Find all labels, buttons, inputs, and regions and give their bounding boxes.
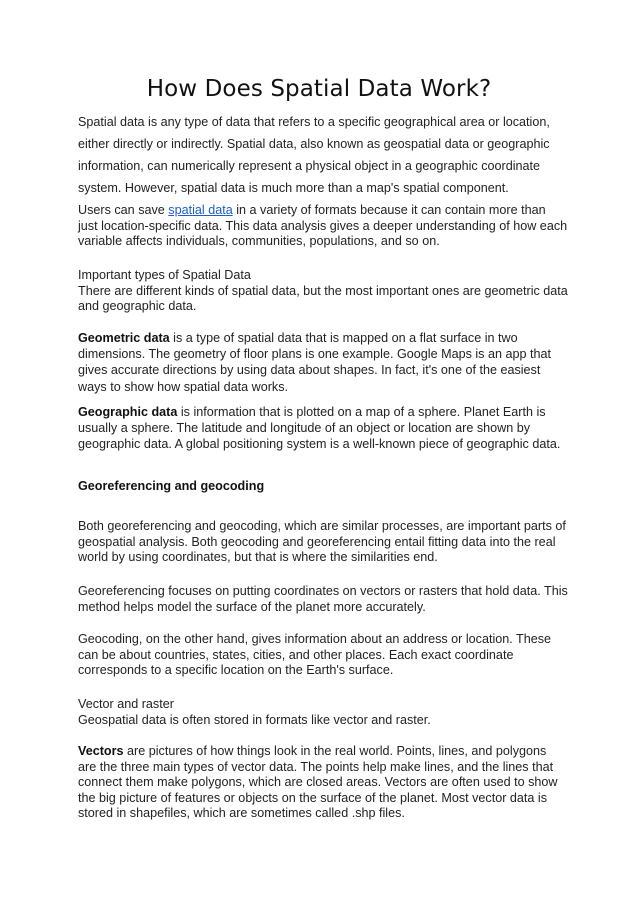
page-title: How Does Spatial Data Work? bbox=[146, 76, 492, 102]
geometric-lead: Geometric data bbox=[78, 331, 170, 345]
geometric-text: is a type of spatial data that is mapped on a flat surface in two dimensions. The geometry of floor plans is one example. Google Maps is an app that gives accurate directions by using data about shapes. In fact, it's one of the easiest ways to show how spatial data works. bbox=[78, 331, 551, 394]
geographic-lead: Geographic data bbox=[78, 405, 178, 419]
vector-raster-section bbox=[78, 697, 568, 728]
vector-raster-heading: Vector and raster bbox=[78, 697, 174, 711]
geometric-paragraph bbox=[78, 330, 568, 395]
spatial-data-link[interactable]: spatial data bbox=[168, 203, 233, 217]
geographic-text: is information that is plotted on a map of a sphere. Planet Earth is usually a sphere. The latitude and longitude of an object or location are shown by geographic data. A global positioning system is a well-known piece of geographic data. bbox=[78, 405, 561, 452]
intro-paragraph: Spatial data is any type of data that refers to a specific geographical area or location, either directly or indirectly. Spatial data, also known as geospatial data or geographic information, can numerically represent a physical object in a geographic coordinate system. However, spatial data is much more than a map's spatial component. bbox=[78, 115, 550, 195]
formats-text-after: in a variety of formats because it can contain more than just location-specific data. This data analysis gives a deeper understanding of how each variable affects individuals, communities, populations, and so on. bbox=[78, 203, 568, 248]
formats-paragraph bbox=[78, 203, 568, 250]
formats-text-before: Users can save bbox=[78, 203, 169, 217]
types-heading: Important types of Spatial Data bbox=[78, 268, 251, 282]
vectors-lead: Vectors bbox=[78, 744, 124, 758]
types-text: There are different kinds of spatial data, but the most important ones are geometric data and geographic data. bbox=[78, 283, 568, 313]
geographic-paragraph bbox=[78, 404, 568, 453]
georeferencing-paragraph: Georeferencing focuses on putting coordinates on vectors or rasters that hold data. This method helps model the surface of the planet more accurately. bbox=[78, 584, 568, 614]
georeferencing-heading: Georeferencing and geocoding bbox=[78, 479, 265, 493]
vectors-text: are pictures of how things look in the real world. Points, lines, and polygons are the three main types of vector data. The points help make lines, and the lines that connect them make polygons, which are closed areas. Vectors are often used to show the big picture of features or objects on the surface of the planet. Most vector data is stored in shapefiles, which are sometimes called .shp files. bbox=[78, 744, 558, 820]
vector-raster-text: Geospatial data is often stored in formats like vector and raster. bbox=[78, 712, 431, 727]
geocoding-paragraph: Geocoding, on the other hand, gives information about an address or location. These can be about countries, states, cities, and other places. Each exact coordinate corresponds to a specific location on the Earth's surface. bbox=[78, 632, 552, 677]
types-section bbox=[78, 268, 568, 315]
georeferencing-intro-paragraph: Both georeferencing and geocoding, which are similar processes, are important parts of geospatial analysis. Both geocoding and georeferencing entail fitting data into the real world by using coordinates, but that is where the similarities end. bbox=[78, 519, 566, 564]
vectors-paragraph bbox=[78, 744, 568, 822]
